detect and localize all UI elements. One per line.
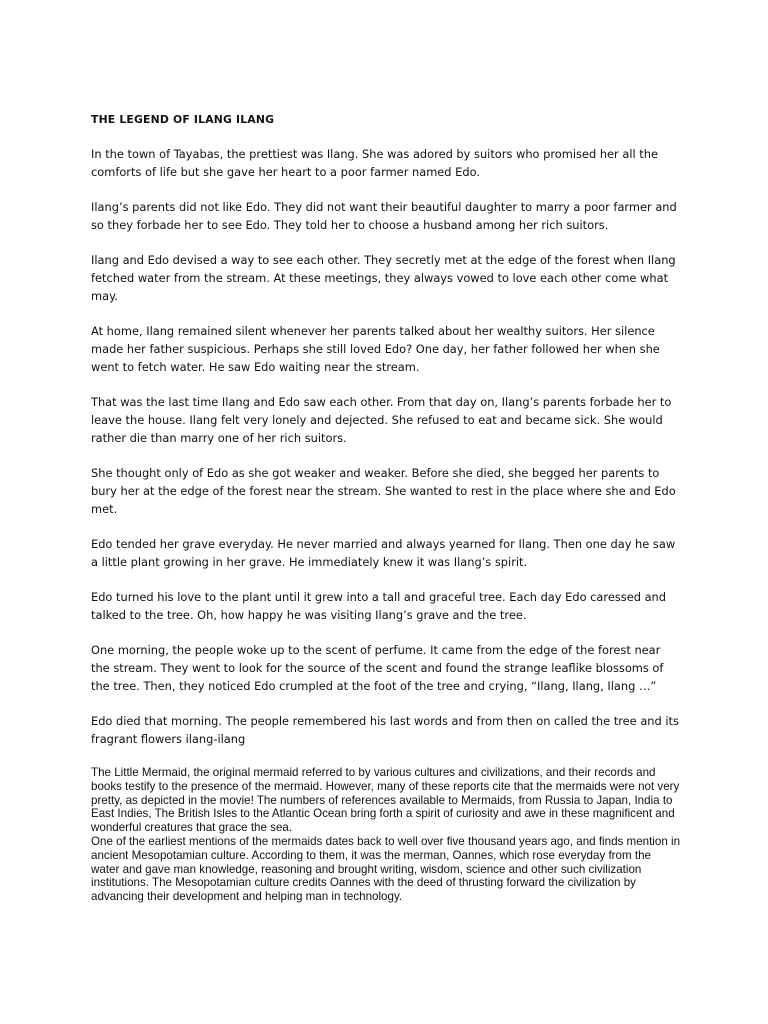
paragraph: Edo tended her grave everyday. He never married and always yearned for Ilang. Then one day he saw a little plant growing in her grave. He immediately knew it was Ilang’s spirit. [91,537,676,569]
paragraph: Edo died that morning. The people remembered his last words and from then on called the tree and its fragrant flowers ilang-ilang [91,714,679,746]
story-body [91,145,681,748]
mermaid-text-block: The Little Mermaid, the original mermaid referred to by various cultures and civilizations, and their records and books testify to the presence of the mermaid. However, many of these reports cite that the mermaids were not very pretty, as depicted in the movie! The numbers of references available to Mermaids, from Russia to Japan, India to East Indies, The British Isles to the Atlantic Ocean bring forth a spirit of curiosity and awe in these magnificent and wonderful creatures that grace the sea. One of the earliest mentions of the mermaids dates back to well over five thousand years ago, and finds mention in ancient Mesopotamian culture. According to them, it was the merman, Oannes, which rose everyday from the water and gave man knowledge, reasoning and brought writing, wisdom, science and other such civilization institutions. The Mesopotamian culture credits Oannes with the deed of thrusting forward the civilization by advancing their development and helping man in technology. [91,766,681,904]
paragraph: One morning, the people woke up to the scent of perfume. It came from the edge of the forest near the stream. They went to look for the source of the scent and found the strange leaflike blossoms of the tree. Then, they noticed Edo crumpled at the foot of the tree and crying, “Ilang, Ilang, Ilang …” [91,643,664,693]
paragraph: Edo turned his love to the plant until it grew into a tall and graceful tree. Each day Edo caressed and talked to the tree. Oh, how happy he was visiting Ilang’s grave and the tree. [91,590,667,622]
paragraph: At home, Ilang remained silent whenever her parents talked about her wealthy suitors. Her silence made her father suspicious. Perhaps she still loved Edo? One day, her father followed her when she went to fetch water. He saw Edo waiting near the stream. [91,324,660,374]
document-title: THE LEGEND OF ILANG ILANG [91,113,275,126]
paragraph: In the town of Tayabas, the prettiest was Ilang. She was adored by suitors who promised her all the comforts of life but she gave her heart to a poor farmer named Edo. [91,147,658,179]
document-page [91,112,681,904]
paragraph: That was the last time Ilang and Edo saw each other. From that day on, Ilang’s parents forbade her to leave the house. Ilang felt very lonely and dejected. She refused to eat and became sick. She would rather die than marry one of her rich suitors. [91,395,672,445]
paragraph: She thought only of Edo as she got weaker and weaker. Before she died, she begged her parents to bury her at the edge of the forest near the stream. She wanted to rest in the place where she and Edo met. [91,466,676,516]
paragraph: Ilang and Edo devised a way to see each other. They secretly met at the edge of the forest when Ilang fetched water from the stream. At these meetings, they always vowed to love each other come what may. [91,253,676,303]
paragraph: Ilang’s parents did not like Edo. They did not want their beautiful daughter to marry a poor farmer and so they forbade her to see Edo. They told her to choose a husband among her rich suitors. [91,200,677,232]
